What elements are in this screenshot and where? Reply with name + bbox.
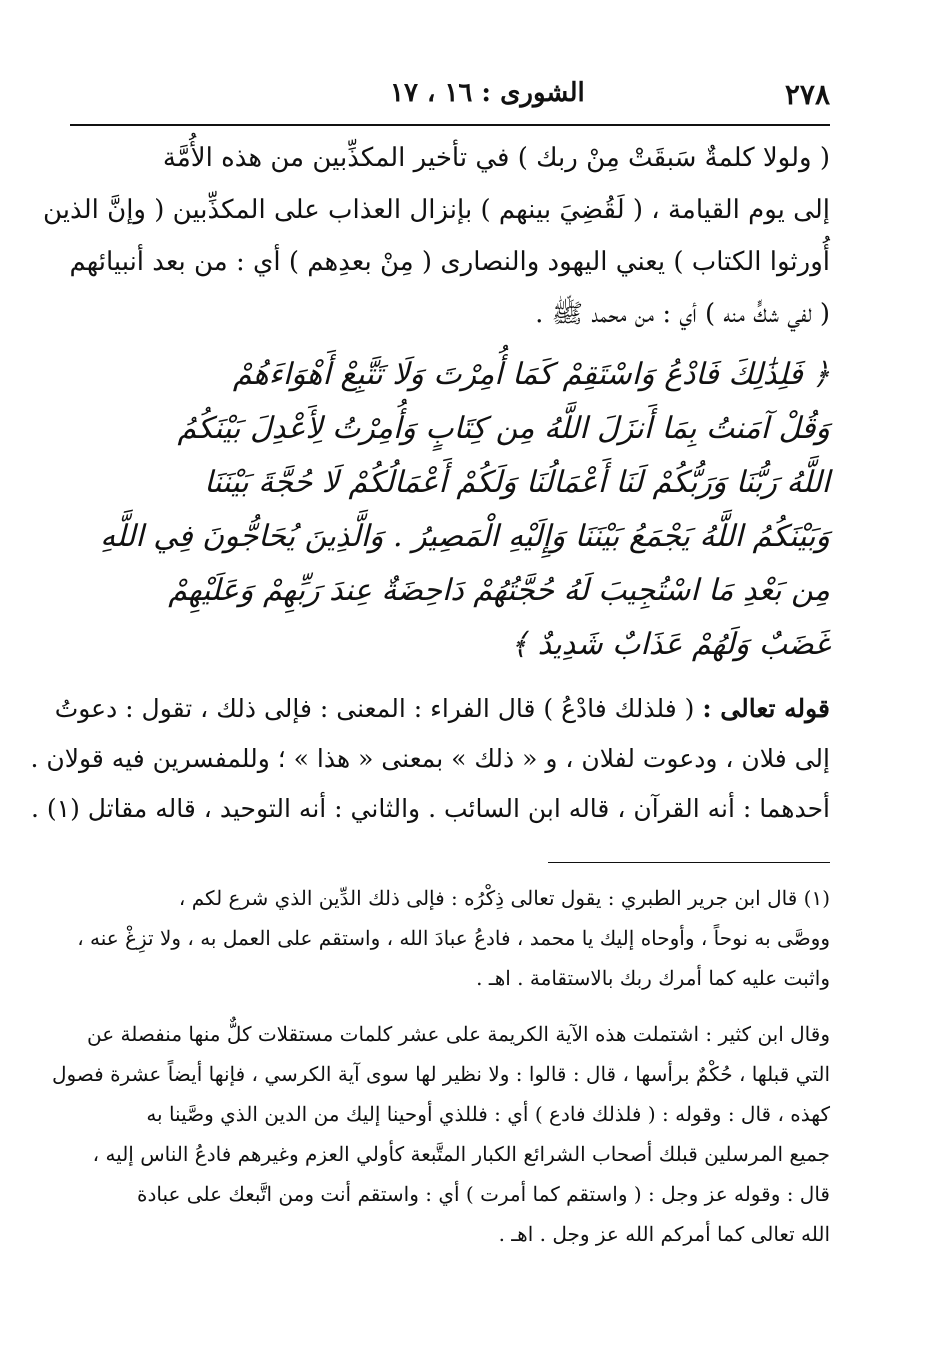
footnote-line: التي قبلها ، حُكْمٌ برأسها ، قال : قالوا : ولا نظير لها سوى آية الكرسي ، فإنها أيضاً عشرة فصول <box>51 1062 830 1086</box>
commentary-paragraph <box>43 132 830 340</box>
quran-verse <box>70 348 830 672</box>
footnote-line: (١) قال ابن جرير الطبري : يقول تعالى ذِكْرُه : فإلى ذلك الدِّين الذي شرع لكم ، <box>178 886 830 910</box>
text-line: ( لفي شكٍّ منه ) أي : من محمد ﷺ . <box>535 299 830 329</box>
footnote-line: الله تعالى كما أمركم الله عز وجل . اهـ . <box>498 1222 830 1246</box>
footnote-line: كهذه ، قال : وقوله : ( فلذلك فادع ) أي : فللذي أوحينا إليك من الدين الذي وصَّينا به <box>146 1102 830 1126</box>
text-line: إلى يوم القيامة ، ( لَقُضِيَ بينهم ) بإنزال العذاب على المكذِّبين ( وإنَّ الذين <box>43 195 830 225</box>
footnotes <box>51 878 830 1254</box>
footnote-line: واثبت عليه كما أمرك ربك بالاستقامة . اهـ . <box>476 966 830 990</box>
verse-line: وَقُلْ آمَنتُ بِمَا أَنزَلَ اللَّهُ مِن كِتَابٍ وَأُمِرْتُ لِأَعْدِلَ بَيْنَكُمُ <box>177 411 830 446</box>
text-line: إلى فلان ، ودعوت لفلان ، و « ذلك » بمعنى « هذا » ؛ وللمفسرين فيه قولان . <box>30 744 830 773</box>
verse-line: ﴿ فَلِذَٰلِكَ فَادْعُ وَاسْتَقِمْ كَمَا أُمِرْتَ وَلَا تَتَّبِعْ أَهْوَاءَهُمْ <box>232 357 830 392</box>
tafsir-paragraph <box>30 684 830 834</box>
paragraph-gap <box>70 998 830 1014</box>
footnote-line: ووصَّى به نوحاً ، وأوحاه إليك يا محمد ، فادعُ عبادَ الله ، واستقم على العمل به ، ولا تزِغْ عنه ، <box>77 926 830 950</box>
running-title: الشورى : ١٦ ، ١٧ <box>390 78 585 108</box>
verse-line: وَبَيْنَكُمُ اللَّهُ يَجْمَعُ بَيْنَنَا وَإِلَيْهِ الْمَصِيرُ . وَالَّذِينَ يُحَاجُّونَ فِي اللَّهِ <box>100 519 830 554</box>
text-line: أحدهما : أنه القرآن ، قاله ابن السائب . والثاني : أنه التوحيد ، قاله مقاتل (١) . <box>30 794 830 823</box>
verse-line: اللَّهُ رَبُّنَا وَرَبُّكُمْ لَنَا أَعْمَالُنَا وَلَكُمْ أَعْمَالُكُمْ لَا حُجَّةَ بَيْنَنَا <box>204 465 830 500</box>
page-header <box>70 78 830 118</box>
footnote-line: قال : وقوله عز وجل : ( واستقم كما أمرت ) أي : واستقم أنت ومن اتَّبعك على عبادة <box>136 1182 830 1206</box>
footnote-line: جميع المرسلين قبلك أصحاب الشرائع الكبار المتَّبعة كأولي العزم وغيرهم فادعُ الناس إليه ، <box>92 1142 830 1166</box>
text-line: ( ولولا كلمةٌ سَبقَتْ مِنْ ربك ) في تأخير المكذِّبين من هذه الأُمَّة <box>162 143 830 173</box>
page-number: ٢٧٨ <box>784 78 830 111</box>
verse-line: غَضَبٌ وَلَهُمْ عَذَابٌ شَدِيدٌ ﴾ <box>510 627 830 662</box>
tafsir-lead: قوله تعالى : <box>702 694 830 723</box>
footnote-line: وقال ابن كثير : اشتملت هذه الآية الكريمة على عشر كلمات مستقلات كلٌّ منها منفصلة عن <box>86 1022 830 1046</box>
footnote-rule <box>548 862 830 863</box>
verse-line: مِن بَعْدِ مَا اسْتُجِيبَ لَهُ حُجَّتُهُمْ دَاحِضَةٌ عِندَ رَبِّهِمْ وَعَلَيْهِمْ <box>168 573 830 608</box>
text-line <box>54 684 830 734</box>
header-rule <box>70 124 830 126</box>
tafsir-first-line: ( فلذلك فادْعُ ) قال الفراء : المعنى : فإلى ذلك ، تقول : دعوتُ <box>54 694 695 723</box>
text-line: أُورثوا الكتاب ) يعني اليهود والنصارى ( مِنْ بعدِهم ) أي : من بعد أنبيائهم <box>69 247 830 277</box>
